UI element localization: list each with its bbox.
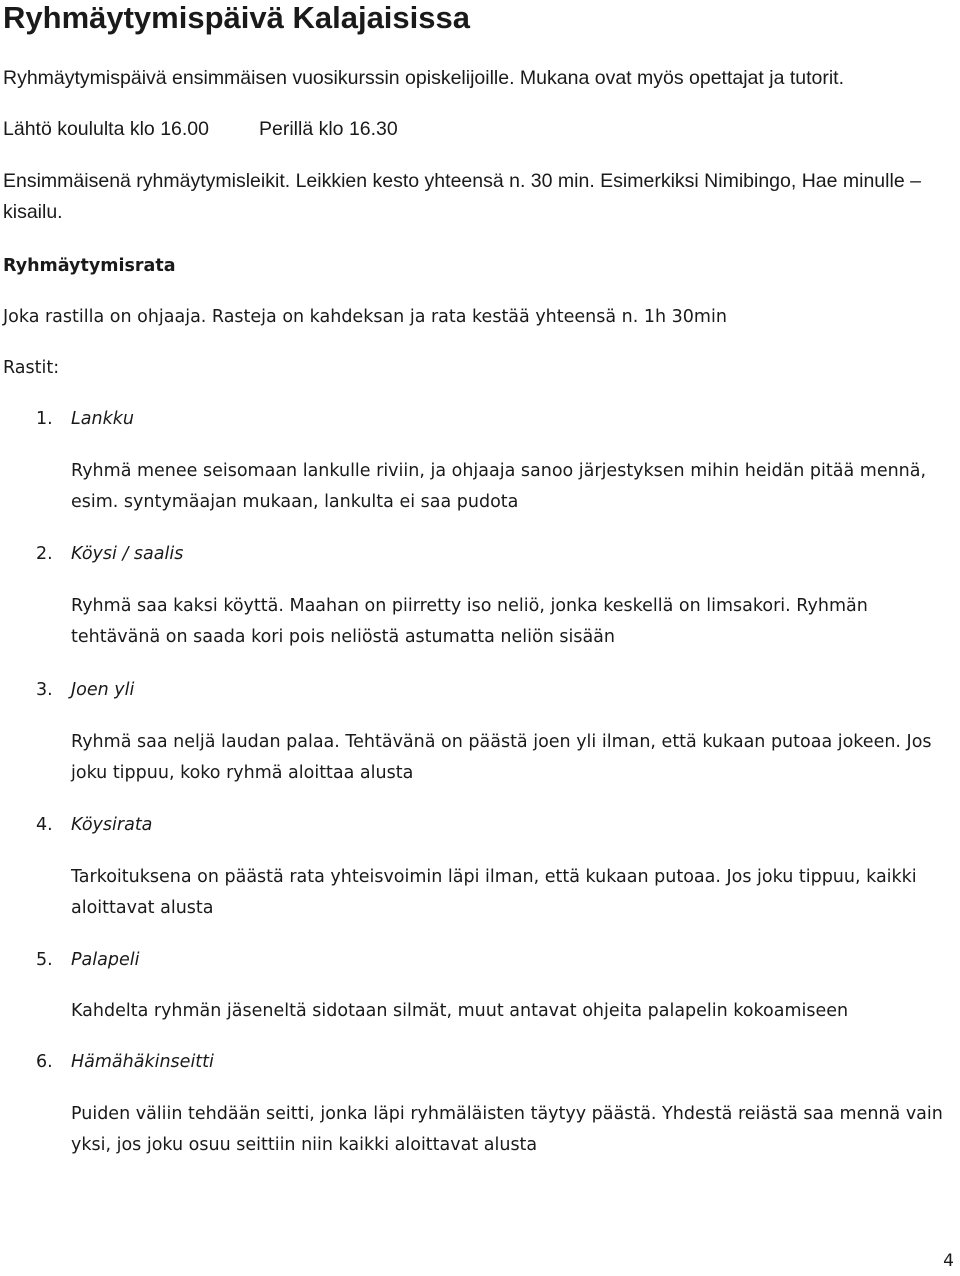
station-title: Palapeli xyxy=(71,950,140,970)
station-heading xyxy=(36,539,183,570)
arrival-time: Perillä klo 16.30 xyxy=(259,118,398,140)
station-number: 4. xyxy=(36,815,53,835)
station-heading xyxy=(36,1047,214,1078)
station-heading xyxy=(36,675,134,706)
station-title: Köysirata xyxy=(71,815,153,835)
station-number: 3. xyxy=(36,680,53,700)
schedule-line xyxy=(3,114,943,145)
stations-label: Rastit: xyxy=(3,358,60,378)
station-number: 1. xyxy=(36,409,53,429)
page-title: Ryhmäytymispäivä Kalajaisissa xyxy=(3,0,470,35)
station-title: Lankku xyxy=(71,409,134,429)
station-description: Ryhmä menee seisomaan lankulle riviin, ja ohjaaja sanoo järjestyksen mihin heidän pitää mennä, esim. syntymäajan mukaan, lankulta ei saa pudota xyxy=(71,461,927,512)
station-heading xyxy=(36,404,134,435)
station-number: 5. xyxy=(36,950,53,970)
intro-paragraph: Ryhmäytymispäivä ensimmäisen vuosikurssin opiskelijoille. Mukana ovat myös opettajat ja tutorit. xyxy=(3,67,845,89)
station-heading xyxy=(36,810,152,841)
course-info: Joka rastilla on ohjaaja. Rasteja on kahdeksan ja rata kestää yhteensä n. 1h 30min xyxy=(3,307,727,327)
departure-time: Lähtö koululta klo 16.00 xyxy=(3,118,209,140)
station-number: 6. xyxy=(36,1052,53,1072)
station-title: Hämähäkinseitti xyxy=(71,1052,214,1072)
station-description: Kahdelta ryhmän jäseneltä sidotaan silmät, muut antavat ohjeita palapelin kokoamiseen xyxy=(71,1001,849,1021)
station-number: 2. xyxy=(36,544,53,564)
station-title: Köysi / saalis xyxy=(71,544,184,564)
station-title: Joen yli xyxy=(71,680,135,700)
games-paragraph: Ensimmäisenä ryhmäytymisleikit. Leikkien kesto yhteensä n. 30 min. Esimerkiksi Nimibingo, Hae minulle – kisailu. xyxy=(3,170,921,223)
course-heading: Ryhmäytymisrata xyxy=(3,256,176,276)
page-number: 4 xyxy=(943,1251,954,1271)
station-description: Tarkoituksena on päästä rata yhteisvoimin läpi ilman, että kukaan putoaa. Jos joku tippuu, kaikki aloittavat alusta xyxy=(71,867,917,918)
station-description: Ryhmä saa neljä laudan palaa. Tehtävänä on päästä joen yli ilman, että kukaan putoaa jokeen. Jos joku tippuu, koko ryhmä aloittaa alusta xyxy=(71,732,932,783)
station-description: Ryhmä saa kaksi köyttä. Maahan on piirretty iso neliö, jonka keskellä on limsakori. Ryhmän tehtävänä on saada kori pois neliöstä astumatta neliön sisään xyxy=(71,596,868,647)
station-heading xyxy=(36,945,139,976)
station-description: Puiden väliin tehdään seitti, jonka läpi ryhmäläisten täytyy päästä. Yhdestä reiästä saa mennä vain yksi, jos joku osuu seittiin niin kaikki aloittavat alusta xyxy=(71,1104,943,1155)
